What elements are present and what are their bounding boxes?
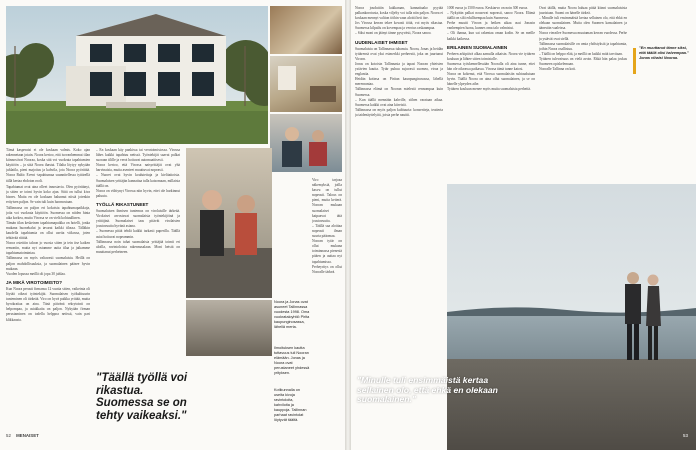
folio-right [683, 433, 688, 438]
col1-after: Kun Noora perusti firmansa 12 vuotta sitten, vaikeinta oli löytää oikeat työntekijät. Suomalaisen työkulttuurin tunteminen oli tärkeää. Viro on hyvä paikka yrittää, mutta byrokratiaa on aina. Tänä päivänä rekrytointi on helpompaa, ja asiakkaita on paljon. Nykyään firman perustaminen on todella helppoa netissä, vain pari klikkausta. [6, 286, 90, 322]
intro-paragraph: Tämä kasperaisi ei ole koskaan valmis. Koko ajan rakennetaan jotain. Noora kertoo, että isovanhemmat tilan kiinnostivat Nooraa, koska sitä voi vuokrata tapahtumien käyttöön – ja siitä Noora ihastui. Tilalta löytyy nykyään juhlatila, pieni majoitus ja kahvila, jota Noora pyörittää. Noora Baltic Event -tapahtumaa suunnitellessa tyttärellä tällä kertaa ehdoton rooli. [6, 148, 90, 183]
pull-quote-left: "Täällä työllä voi rikastua. Suomessa se on tehty vaikeaksi." [96, 372, 188, 422]
caption-1: Noora ja Jonas ovat asuneet Tallinnassa vuodesta 1998. Oma vuokrataloyhtiö Pirita kaupunginosassa, lähellä merta. [274, 300, 310, 329]
family-photo [186, 148, 272, 298]
stairs-photo [270, 6, 342, 54]
page-number-left: 52 [6, 433, 11, 438]
people-photo [270, 114, 342, 172]
room-photo [270, 56, 342, 112]
col1-body: Tapahtumat ovat aina olleet innostavia. Olen pyöritänyt, ja sitten se toimi hyvin koko ajan. Siitä on tullut kiva bisnes. Mutta en ole koskaan halunnut niistä jotenkin erityisen paljon. Se vain tuli kuin luonnostaan. Tallinnassa on paljon eri kokoisia tapahtumapaikkoja, joita voi vuokrata käyttöön. Suomessa on niiden hinta aika korkea, mutta Virossa se on vielä kohtuullinen. Tämän tilan keskeinen tapahtumapaikka on hotelli, jonka mukana huonekalut ja tavarat kaikki tilassa. Tälläkin kaudella tapahtumia on ollut useita viikossa, joten tehtävää riittää. Noora ostettiin taloon jo vuosia sitten ja tein itse kaiken remontin, mutta nyt ostamme uutta tilaa ja jatkamme tapahtumatoimintaa. Tallinnassa on myös valtavasti suomalaisia. Heillä on paljon mahdollisuuksia, ja suomalainen pääsee hyvin mukaan. Vuoden lopussa meillä oli jopa 30 juhlaa. [6, 185, 90, 276]
right-col1-body: Noora jouduttiin kakkaraan, kannattaako pyytää palkankorotusta, koska viljelty voi tulla niin paljon. Noora ei koskaan mennyt valtion töihin vaan aloitti heti itse. Jos Virossa kerran tekee kovasti töitä, voi myös rikastua. Suomessa kilpailu on kovempaa ja verotus raskaampaa. – Siksi moni on jäänyt tänne pysyvästi, Noora sanoo. [355, 6, 443, 36]
caption-3: Kotikunnalla on useita kivoja ravintoloita, kahviloita ja kauppoja. Tallinnan parhaat ravintolat löytyvät täältä. [274, 388, 307, 422]
right-column-3 [539, 6, 627, 184]
quote-accent-bar [633, 48, 636, 74]
beach-photo [447, 184, 696, 450]
family-illustration [186, 148, 272, 298]
house-illustration [6, 6, 268, 144]
magazine-name: MENAISET [16, 433, 39, 438]
right-col2-body: 1000 euroa ja 1500 euroa. Keskiarvo on noin 300 euroa. – Nykyään palkat nousevat nopeasti, sanoo Noora. Elämä täällä on silti edullisempaa kuin Suomessa. Perhe muutti Viroon ja hetken aikaa asui Jonasin vanhempien luona, kunnes oma talo valmistui. – Oli ihanaa, kun sai rakentaa oman kodin. Se on meille kaikki kaikessa. [447, 6, 535, 41]
pull-quote-right: "Minulle tuli ensimmäistä kertaa sellainen olo, että ehkä en olekaan suomalainen." [357, 375, 498, 405]
interior-illustration [270, 56, 342, 112]
col2-body: – En koskaan käy pankissa tai verotoimistossa. Virossa lähes kaikki tapahtuu netissä. Työntekijät saavat palkat suoraan tilille ja verot hoituvat automaattisesti. Noora kertoo, että Virossa naisyrittäjät ovat yhä harvinaisia, mutta asenteet muuttuvat nopeasti. – Nuoret ovat hyvin koulutettuja ja kielitaitoisia. Suomalaisen yrittäjän kannattaa tulla katsomaan, millaista täällä on. Noora on viihtynyt Virossa niin hyvin, ettei ole harkinnut paluuta. [96, 148, 180, 198]
column-2 [96, 148, 180, 356]
section-heading-uudenlaiset: UUDENLAISET IHMISET [355, 39, 408, 45]
col3-body: Viro tarjoaa näkemyksiä, joilla kasvu on tullut nopeasti. Talous on pieni, mutta ketterä. Nooran mukaan suomalaiset kaipaavat tätä joustavuutta. – Täällä saa aloittaa nopeasti ilman suurta pääomaa. Nooran tytär on ollut mukana toiminnassa pienestä pitäen ja auttaa nyt tapahtumissa. Perheyritys on ollut Nooralle tärkeä. [312, 178, 342, 274]
section-heading-virotoimisto: JA MIKÄ VIROTOIMISTO? [6, 279, 63, 285]
col2-after: Suomalaisen ihmisen tuntemus on virolaisille tärkeää. Virolaiset arvostavat suomalaisia työntekijöinä ja yrittäjinä. Suomalaiset taas pitävät virolaisten joustavuutta hyvänä asiana. – Suomessa pitää tehdä kaikki tarkasti paperilla. Täällä asiat hoituvat nopeammin. Tallinnassa noin tuhat suomalaista yrittäjää toimii eri aloilla, ravintoloista rakennusalaan. Moni heistä on muuttanut perheineen. [96, 209, 180, 254]
section-heading-erilainen: ERILAINEN SUOMALAINEN [447, 44, 508, 50]
office-photo [186, 300, 272, 356]
right-col3-body: Ovat täällä, mutta Noora haluaa pitää kiinni suomalaisista juuristaan. Suomi on hänelle tärkeä. – Minulle tuli ensimmäistä kertaa sellainen olo, että ehkä en olekaan suomalainen. Mutta olen Suomen kansalainen ja äänestän vaaleissa. Noora vierailee Suomessa muutaman kerran vuodessa. Perhe ja ystävät ovat siellä. Tallinnassa suomalaisille on omia yhdistyksiä ja tapahtumia, joihin Noora osallistuu. – Täällä on helppo elää, ja meillä on kaikki mitä tarvitaan. Tyttären tulevaisuus on vielä avoin. Ehkä hän palaa joskus Suomeen opiskelemaan. Nooralle Tallinna on koti. [539, 6, 627, 72]
section-heading-tyolla: TYÖLLÄ RIKASTUNEET [96, 201, 149, 207]
side-quote: "En muuttanut tänne siksi, että täällä olisi halvempaa." Jonas vihaisi Nooraa. [639, 46, 689, 60]
folio-left [6, 433, 39, 438]
right-page [351, 0, 696, 450]
people-illustration [270, 114, 342, 172]
column-3 [312, 178, 342, 430]
caption-2: Ilmoituksen kautta tuttavuus tuli Nooran elämään. Jonas ja Noora ovat perustaneet yhdessä yrityksen. [274, 346, 310, 375]
intro-text [6, 148, 90, 430]
beach-illustration [447, 184, 696, 450]
right-col2-after: Perheen arkipäivä alkaa aamulla aikaisin. Noora vie tyttären kouluun ja lähtee sitten toimistolle. Suomessa työskennellessään Nooralla oli aina tunne, ettei hän ole oikeassa paikassa. Virossa tämä tunne katosi. Noora on kokenut, että Virossa suomalaisiin suhtaudutaan hyvin. Täällä Noora on aina ollut suomalainen, ja se on hänelle ylpeyden aihe. Tyttären kouluun menee myös muita suomalaisia perheitä. [447, 51, 535, 92]
house-photo [6, 6, 268, 144]
right-col1-after: Suomalaisia on Tallinnassa tuhansia. Noora, Jonas ja heidän tyttärensä ovat yksi esimerkki perheestä, joka on juurtunut Viroon. Jonas on kotoisin Tallinnasta ja tapasi Nooran yhteisten ystävien kautta. Tytär puhuu sujuvasti suomea, viroa ja englantia. Heidän kotinsa on Piritan kaunpunginosassa, lähellä merenrantaa. Tallinnassa elämä on Nooran mielestä rennompaa kuin Suomessa. – Kun täällä mennään kahville, siihen varataan aikaa. Suomessa kaikki ovat aina kiireisiä. Tallinnassa on myös paljon kulttuuria: konsertteja, teatteria ja taidenäyttelyitä, joista perhe nauttii. [355, 46, 443, 117]
page-number-right: 53 [683, 433, 688, 438]
left-page [0, 0, 345, 450]
right-column-1 [355, 6, 443, 430]
